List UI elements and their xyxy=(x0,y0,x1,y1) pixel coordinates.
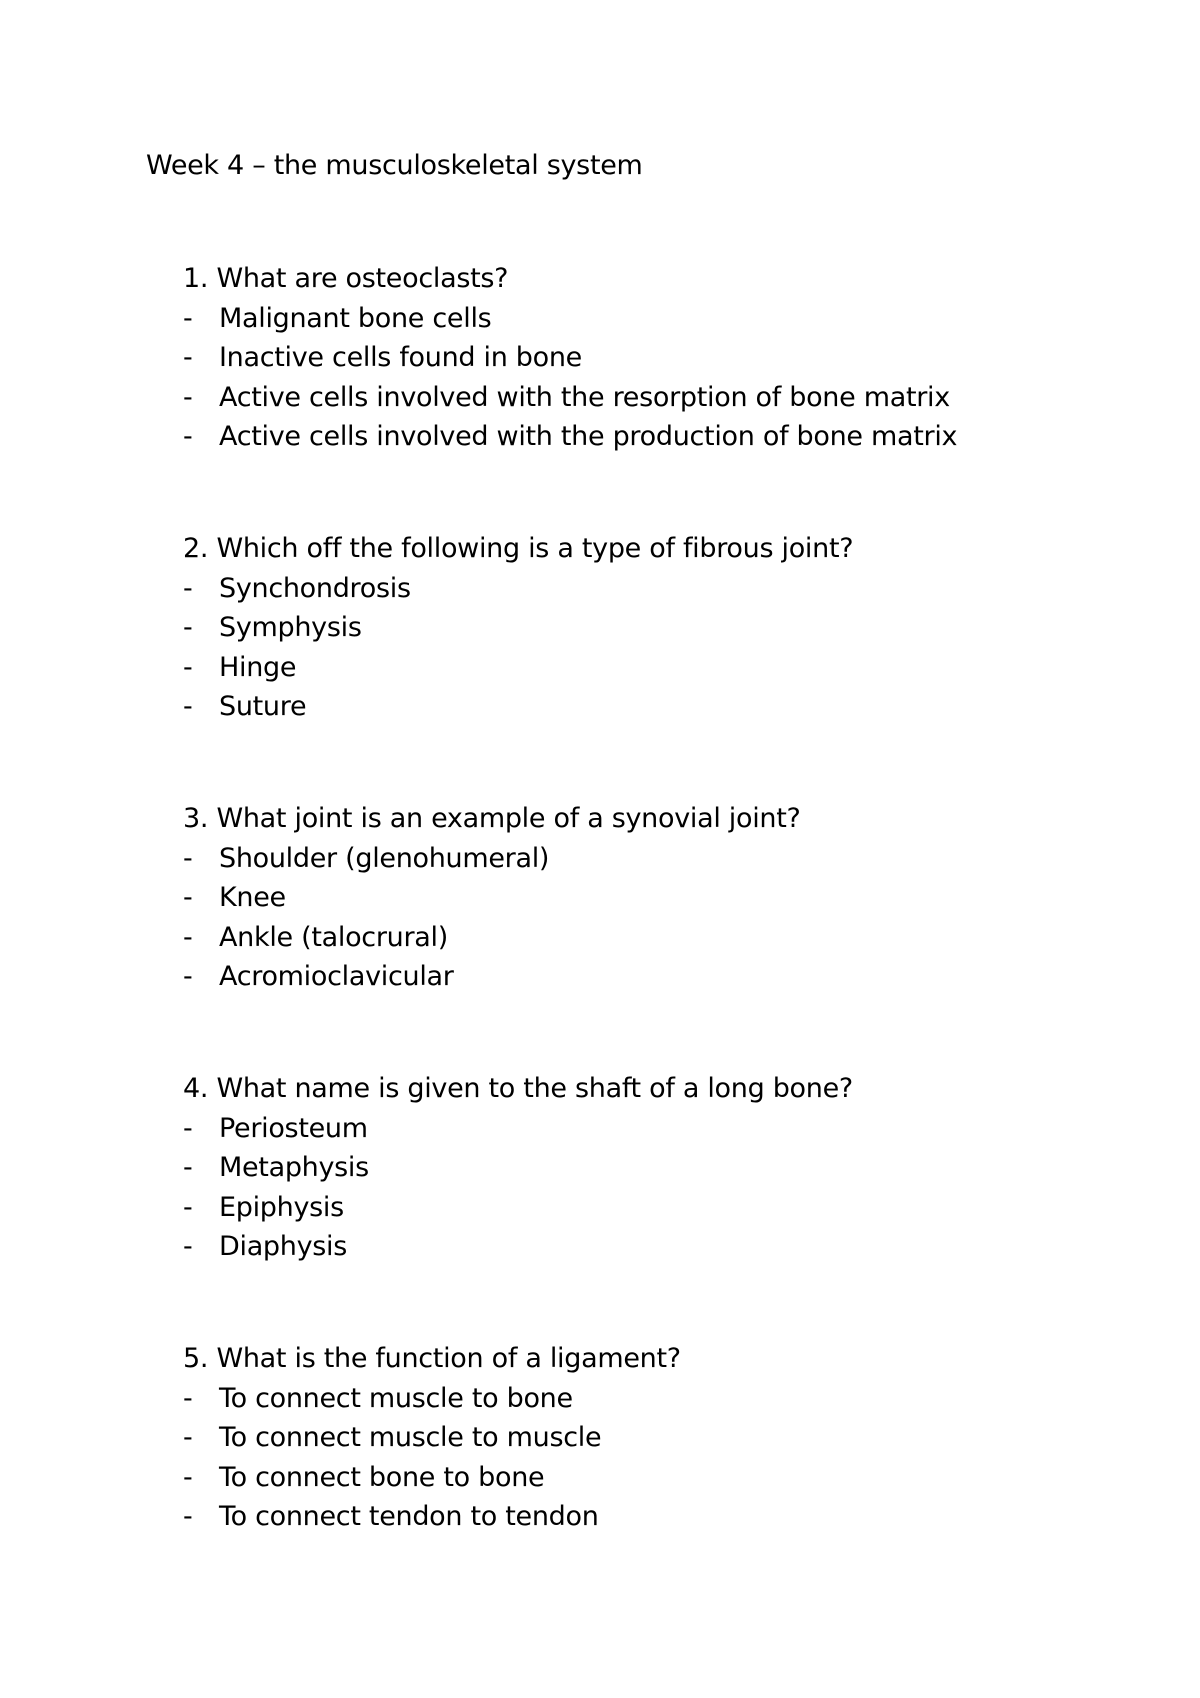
answer-option-text: Active cells involved with the production of bone matrix xyxy=(219,421,958,452)
dash-bullet: - xyxy=(183,1382,193,1414)
dash-bullet: - xyxy=(183,1112,193,1144)
question-5-stem xyxy=(183,1339,1163,1379)
question-4 xyxy=(183,1069,1163,1267)
dash-bullet: - xyxy=(183,921,193,953)
answer-option xyxy=(183,648,1163,688)
answer-option xyxy=(183,687,1163,727)
answer-option-text: Knee xyxy=(219,882,286,913)
answer-option xyxy=(183,1148,1163,1188)
answer-option-text: Epiphysis xyxy=(219,1191,344,1223)
answer-option-text: Periosteum xyxy=(219,1112,368,1144)
answer-option xyxy=(183,878,1163,918)
answer-option-text: Inactive cells found in bone xyxy=(219,342,582,373)
dash-bullet: - xyxy=(183,302,193,334)
question-3-stem xyxy=(183,799,1163,839)
question-number: 5. xyxy=(183,1343,209,1374)
question-number: 2. xyxy=(183,533,209,564)
answer-option-text: Ankle (talocrural) xyxy=(219,921,448,953)
answer-option-text: Synchondrosis xyxy=(219,572,411,604)
dash-bullet: - xyxy=(183,1191,193,1223)
answer-option-text: Shoulder (glenohumeral) xyxy=(219,842,550,874)
answer-option xyxy=(183,1497,1163,1537)
question-text: What are osteoclasts? xyxy=(216,263,509,294)
answer-option xyxy=(183,417,1163,457)
question-2-stem xyxy=(183,529,1163,569)
answer-option-text: To connect muscle to bone xyxy=(219,1382,573,1414)
question-text: What name is given to the shaft of a long bone? xyxy=(216,1073,853,1104)
answer-option xyxy=(183,1379,1163,1419)
answer-option xyxy=(183,957,1163,997)
dash-bullet: - xyxy=(183,691,193,722)
dash-bullet: - xyxy=(183,342,193,373)
answer-option-text: To connect muscle to muscle xyxy=(219,1422,602,1453)
question-2 xyxy=(183,529,1163,727)
answer-option-text: To connect tendon to tendon xyxy=(219,1501,599,1532)
answer-option-text: Suture xyxy=(219,691,307,722)
dash-bullet: - xyxy=(183,842,193,874)
answer-option-text: Symphysis xyxy=(219,612,362,643)
dash-bullet: - xyxy=(183,612,193,643)
question-4-stem xyxy=(183,1069,1163,1109)
answer-option xyxy=(183,338,1163,378)
dash-bullet: - xyxy=(183,1461,193,1493)
answer-option xyxy=(183,1227,1163,1267)
question-5 xyxy=(183,1339,1163,1537)
answer-option-text: Diaphysis xyxy=(219,1231,348,1262)
dash-bullet: - xyxy=(183,651,193,683)
answer-option xyxy=(183,299,1163,339)
answer-option xyxy=(183,1418,1163,1458)
answer-option-text: To connect bone to bone xyxy=(219,1461,545,1493)
question-3 xyxy=(183,799,1163,997)
question-text: What joint is an example of a synovial joint? xyxy=(216,803,801,834)
answer-option xyxy=(183,608,1163,648)
answer-option xyxy=(183,839,1163,879)
dash-bullet: - xyxy=(183,421,193,452)
answer-option xyxy=(183,378,1163,418)
answer-option-text: Hinge xyxy=(219,651,297,683)
question-text: Which off the following is a type of fibrous joint? xyxy=(216,533,854,564)
dash-bullet: - xyxy=(183,882,193,913)
answer-option xyxy=(183,1188,1163,1228)
answer-option-text: Active cells involved with the resorption of bone matrix xyxy=(219,381,950,413)
answer-option xyxy=(183,569,1163,609)
dash-bullet: - xyxy=(183,961,193,992)
dash-bullet: - xyxy=(183,1501,193,1532)
question-number: 4. xyxy=(183,1073,209,1104)
question-text: What is the function of a ligament? xyxy=(216,1343,681,1374)
dash-bullet: - xyxy=(183,381,193,413)
dash-bullet: - xyxy=(183,572,193,604)
question-1 xyxy=(183,259,1163,457)
answer-option-text: Malignant bone cells xyxy=(219,302,492,334)
answer-option-text: Acromioclavicular xyxy=(219,961,454,992)
question-number: 3. xyxy=(183,803,209,834)
question-1-stem xyxy=(183,259,1163,299)
dash-bullet: - xyxy=(183,1231,193,1262)
dash-bullet: - xyxy=(183,1422,193,1453)
answer-option-text: Metaphysis xyxy=(219,1152,369,1183)
question-number: 1. xyxy=(183,263,209,294)
dash-bullet: - xyxy=(183,1152,193,1183)
answer-option xyxy=(183,1109,1163,1149)
answer-option xyxy=(183,1458,1163,1498)
document-title: Week 4 – the musculoskeletal system xyxy=(146,150,643,181)
answer-option xyxy=(183,918,1163,958)
